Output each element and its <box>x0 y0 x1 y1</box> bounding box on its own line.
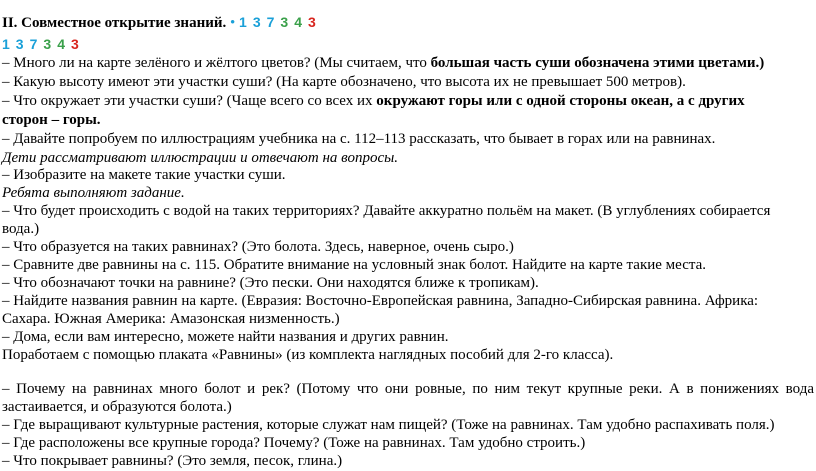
text-line: Дети рассматривают иллюстрации и отвечают на вопросы. <box>2 150 399 166</box>
text-line: сторон – горы. <box>2 112 101 128</box>
text-line: – Давайте попробуем по иллюстрациям учебника на с. 112–113 рассказать, что бывает в горах или на равнинах. <box>2 131 716 147</box>
text-run: – Что окружает эти участки суши? (Чаще всего со всех их <box>2 93 377 109</box>
text-line: – Что образуется на таких равнинах? (Это болота. Здесь, наверное, очень сыро.) <box>2 239 514 255</box>
text-run: – Много ли на карте зелёного и жёлтого цветов? (Мы считаем, что <box>2 55 431 71</box>
text-line <box>2 92 745 111</box>
text-line <box>2 54 764 73</box>
text-line: – Что покрывает равнины? (Это земля, песок, глина.) <box>2 453 343 469</box>
seq-number: 3 <box>252 14 261 30</box>
seq-number: 3 <box>308 14 316 30</box>
text-line: – Дома, если вам интересно, можете найти названия и других равнин. <box>2 329 449 345</box>
text-run-bold: окружают горы или с одной стороны океан, а с других <box>376 93 745 109</box>
text-run-bold: большая часть суши обозначена этими цветами.) <box>430 55 765 71</box>
text-line: – Изобразите на макете такие участки суши. <box>2 167 286 183</box>
text-line: – Где выращивают культурные растения, которые служат нам пищей? (Тоже на равнинах. Там удобно распахивать поля.) <box>2 417 775 433</box>
section-heading <box>2 13 316 33</box>
seq-number: 7 <box>266 14 275 30</box>
text-line: – Что будет происходить с водой на таких территориях? Давайте аккуратно польём на макет. (В углублениях собирается <box>2 203 771 219</box>
section-title: II. Совместное открытие знаний. <box>2 15 227 31</box>
text-line: – Почему на равнинах много болот и рек? (Потому что они ровные, по ним текут крупные реки. А в понижениях вода <box>2 381 814 397</box>
text-line: Сахара. Южная Америка: Амазонская низменность.) <box>2 311 340 327</box>
seq-number: 4 <box>294 14 302 30</box>
text-line: – Найдите названия равнин на карте. (Евразия: Восточно-Европейская равнина, Западно-Сибирская равнина. Африка: <box>2 293 759 309</box>
text-line: Поработаем с помощью плаката «Равнины» (из комплекта наглядных пособий для 2-го класса). <box>2 347 614 363</box>
text-line: Ребята выполняют задание. <box>2 185 185 201</box>
seq-number: 7 <box>29 36 38 52</box>
text-line: – Какую высоту имеют эти участки суши? (На карте обозначено, что высота их не превышает 500 метров). <box>2 74 686 90</box>
text-line: вода.) <box>2 221 40 237</box>
seq-number: 3 <box>15 36 24 52</box>
bullet-icon: • <box>230 15 236 31</box>
text-line: – Сравните две равнины на с. 115. Обратите внимание на условный знак болот. Найдите на карте такие места. <box>2 257 707 273</box>
seq-number: 3 <box>43 36 52 52</box>
seq-number: 1 <box>239 14 247 30</box>
text-line: – Что обозначают точки на равнине? (Это пески. Они находятся ближе к тропикам). <box>2 275 539 291</box>
text-line: застаивается, и образуются болота.) <box>2 399 232 415</box>
seq-number: 1 <box>2 36 10 52</box>
sequence-line <box>2 35 79 55</box>
seq-number: 4 <box>57 36 65 52</box>
seq-number: 3 <box>280 14 289 30</box>
text-line: – Где расположены все крупные города? Почему? (Тоже на равнинах. Там удобно строить.) <box>2 435 586 451</box>
seq-number: 3 <box>70 36 79 52</box>
